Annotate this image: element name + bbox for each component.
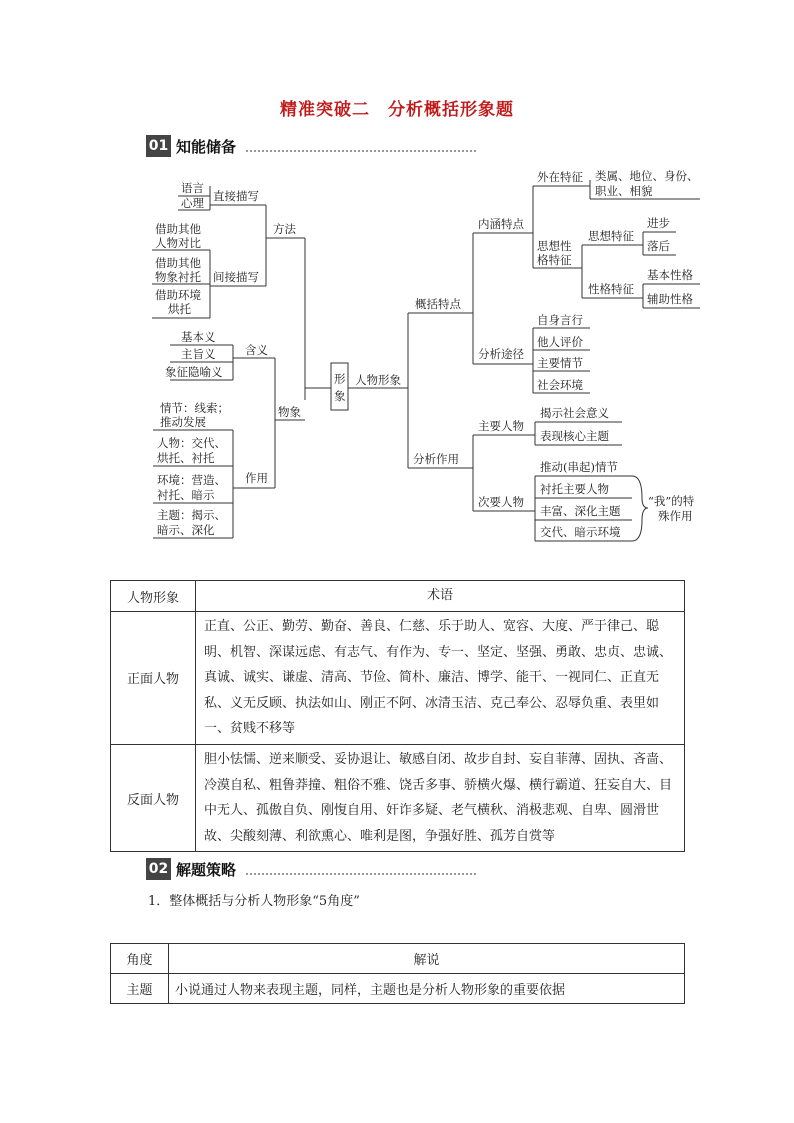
mindmap-ciyao: 次要人物 bbox=[478, 495, 524, 509]
mindmap-gaikuo: 概括特点 bbox=[415, 297, 461, 311]
table-header-cell: 角度 bbox=[111, 944, 169, 974]
mindmap-jiehuan-1: 借助环境 bbox=[155, 288, 201, 302]
mindmap-wo-2: 殊作用 bbox=[658, 509, 693, 523]
mindmap-zuoyong: 作用 bbox=[245, 471, 268, 485]
mindmap-jieqi2-2: 物象衬托 bbox=[155, 270, 201, 284]
mindmap-jieqi2-1: 借助其他 bbox=[155, 256, 201, 270]
page-title: 精准突破二 分析概括形象题 bbox=[280, 100, 514, 120]
mindmap-xinli: 心理 bbox=[181, 196, 204, 210]
mindmap-zhijie: 直接描写 bbox=[213, 189, 259, 203]
section-header-knowledge bbox=[146, 135, 476, 157]
mindmap-tuidong: 推动(串起)情节 bbox=[540, 460, 618, 474]
mind-map bbox=[140, 160, 720, 560]
section-header-strategy bbox=[146, 858, 476, 880]
mindmap-qj-1: 情节：线索； bbox=[160, 401, 229, 415]
mindmap-yuyan: 语言 bbox=[181, 181, 204, 195]
mindmap-neihan: 内涵特点 bbox=[478, 217, 524, 231]
mindmap-waizai-detail-2: 职业、相貌 bbox=[595, 184, 653, 198]
mindmap-root-char-2: 象 bbox=[334, 389, 346, 403]
mindmap-jiben-xingge: 基本性格 bbox=[647, 268, 693, 282]
row-text: 小说通过人物来表现主题，同样，主题也是分析人物形象的重要依据 bbox=[169, 974, 685, 1004]
mindmap-taren: 他人评价 bbox=[537, 335, 583, 349]
table-header-cell: 术语 bbox=[196, 581, 685, 612]
mindmap-wo-1: “我”的特 bbox=[648, 494, 695, 508]
row-terms: 胆小怯懦、逆来顺受、妥协退让、敏感自闭、故步自封、妄自菲薄、固执、吝啬、冷漠自私、粗鲁莽撞、粗俗不雅、饶舌多事、骄横火爆、横行霸道、狂妄自大、目中无人、孤傲自负、刚愎自用、奸诈多疑、老气横秋、消极悲观、自卑、圆滑世故、尖酸刻薄、利欲熏心、唯利是图，争强好胜、孤芳自赏等 bbox=[196, 744, 685, 851]
mindmap-zishen: 自身言行 bbox=[537, 313, 583, 327]
mindmap-luohou: 落后 bbox=[647, 239, 670, 253]
mindmap-sixiangxingge-1: 思想性 bbox=[537, 239, 572, 253]
mindmap-wuxiang: 物象 bbox=[278, 405, 301, 419]
mindmap-fuzhu-xingge: 辅助性格 bbox=[647, 292, 693, 306]
row-terms: 正直、公正、勤劳、勤奋、善良、仁慈、乐于助人、宽容、大度、严于律己、聪明、机智、深谋远虑、有志气、有作为、专一、坚定、坚强、勇敢、忠贞、忠诚、真诚、诚实、谦虚、清高、节俭、简朴、廉洁、博学、能干、一视同仁、正直无私、义无反顾、执法如山、刚正不阿、冰清玉洁、克己奉公、忍辱负重、表里如一、贫贱不移等 bbox=[196, 612, 685, 745]
row-label: 反面人物 bbox=[111, 744, 196, 851]
dotted-rule bbox=[246, 150, 476, 152]
strategy-item-1: 1．整体概括与分析人物形象“5角度” bbox=[148, 894, 360, 909]
mindmap-jinbu: 进步 bbox=[647, 216, 670, 230]
mindmap-fenxi-zuoyong: 分析作用 bbox=[413, 452, 459, 466]
table-row bbox=[111, 974, 685, 1004]
mindmap-jieshi: 揭示社会意义 bbox=[540, 406, 609, 420]
dotted-rule bbox=[246, 873, 476, 875]
mindmap-fengfu: 丰富、深化主题 bbox=[540, 504, 621, 518]
mindmap-qj-2: 推动发展 bbox=[160, 415, 206, 429]
mindmap-biaoxian: 表现核心主题 bbox=[540, 429, 609, 443]
table-header-cell: 解说 bbox=[169, 944, 685, 974]
angle-table bbox=[110, 943, 685, 1004]
mindmap-zhuyao: 主要人物 bbox=[478, 419, 524, 433]
mindmap-jieqi1-1: 借助其他 bbox=[155, 222, 201, 236]
table-row bbox=[111, 744, 685, 851]
mindmap-rw-2: 烘托、衬托 bbox=[157, 451, 215, 465]
mindmap-hanyi: 含义 bbox=[245, 343, 268, 357]
mindmap-chentuo-zhuyao: 衬托主要人物 bbox=[540, 482, 609, 496]
mindmap-qingjie: 主要情节 bbox=[537, 356, 583, 370]
mindmap-hj-1: 环境：营造、 bbox=[157, 473, 226, 487]
table-row bbox=[111, 612, 685, 745]
table-header-cell: 人物形象 bbox=[111, 581, 196, 612]
table-header-row bbox=[111, 944, 685, 974]
mindmap-jiehuan-2: 烘托 bbox=[168, 302, 191, 316]
mindmap-fenxi-tujing: 分析途径 bbox=[478, 347, 524, 361]
mindmap-jianjie: 间接描写 bbox=[213, 270, 259, 284]
mindmap-sixiangxingge-2: 格特征 bbox=[537, 253, 572, 267]
mindmap-sixiang: 思想特征 bbox=[588, 229, 634, 243]
mindmap-jiaodai: 交代、暗示环境 bbox=[540, 525, 621, 539]
section-number-badge: 01 bbox=[146, 135, 171, 157]
mindmap-waizai: 外在特征 bbox=[537, 170, 583, 184]
mindmap-zhuzhiyi: 主旨义 bbox=[181, 347, 216, 361]
section-title: 知能储备 bbox=[176, 138, 237, 156]
mindmap-zt-1: 主题：揭示、 bbox=[157, 508, 226, 522]
mindmap-zt-2: 暗示、深化 bbox=[157, 523, 215, 537]
mindmap-root-char-1: 形 bbox=[334, 372, 346, 386]
character-terms-table bbox=[110, 580, 685, 852]
table-header-row bbox=[111, 581, 685, 612]
mindmap-jibenyi: 基本义 bbox=[181, 330, 216, 344]
row-label: 正面人物 bbox=[111, 612, 196, 745]
row-label: 主题 bbox=[111, 974, 169, 1004]
mindmap-renwu: 人物形象 bbox=[355, 373, 401, 387]
mindmap-hj-2: 衬托、暗示 bbox=[157, 488, 215, 502]
mindmap-waizai-detail-1: 类属、地位、身份、 bbox=[595, 169, 699, 183]
section-number-badge: 02 bbox=[146, 858, 171, 880]
mindmap-xiangzheng: 象征隐喻义 bbox=[165, 365, 223, 379]
mindmap-fangfa: 方法 bbox=[273, 222, 296, 236]
mindmap-shehui: 社会环境 bbox=[537, 378, 583, 392]
mindmap-jieqi1-2: 人物对比 bbox=[155, 236, 201, 250]
mindmap-xingge: 性格特征 bbox=[588, 282, 634, 296]
section-title: 解题策略 bbox=[176, 861, 237, 879]
mindmap-rw-1: 人物：交代、 bbox=[157, 436, 226, 450]
